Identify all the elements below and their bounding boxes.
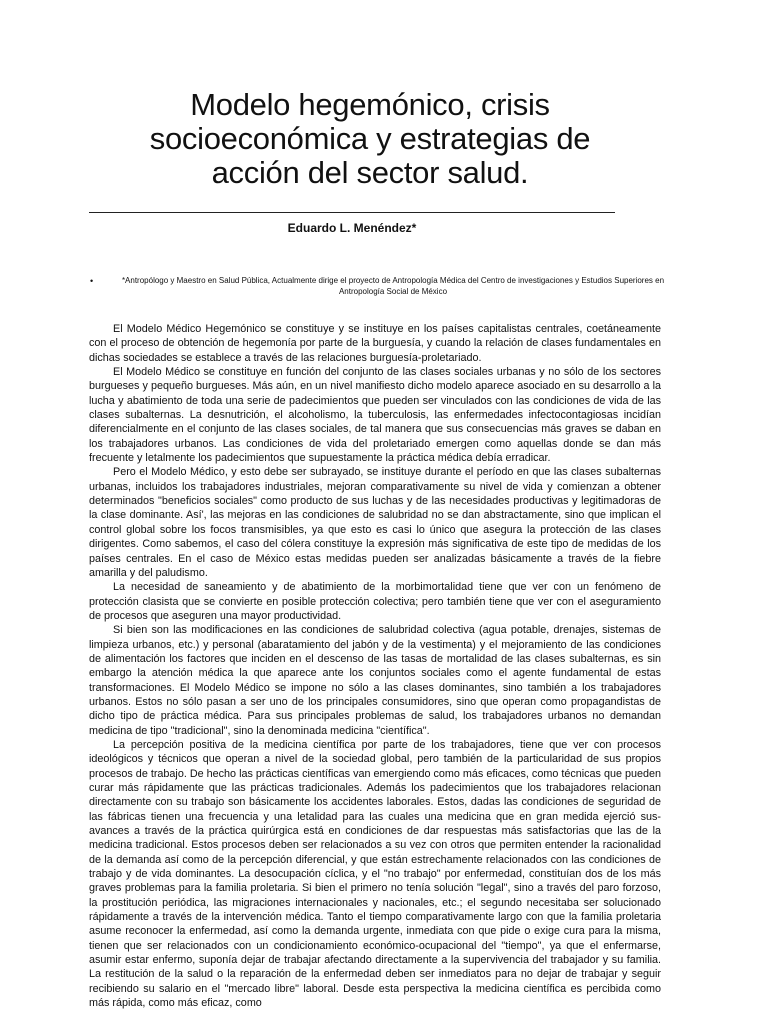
body-paragraph: La percepción positiva de la medicina científica por parte de los trabajadores, tiene que ver con procesos ideológicos y técnicos que operan a nivel de la sociedad global, pero también de la particularidad de sus propios procesos de trabajo. De hecho las prácticas científicas van emergiendo como más eficaces, como técnicas que pueden curar más rápidamente que las prácticas tradicionales. Además los padecimientos que los trabajadores relacionan directamente con su trabajo son básicamente los accidentes laborales. Estos, dadas las condiciones de seguridad de las fábricas tienen una frecuencia y una letalidad para las cuales una medicina que en gran medida ejerció sus-avances a través de la práctica quirúrgica está en condiciones de dar respuestas más satisfactorias que las de la medicina tradicional. Estos procesos deben ser relacionados a su vez con otros que permiten entender la racionalidad de la demanda así como de la percepción diferencial, y que están estrechamente relacionados con las condiciones de trabajo y de vida dominantes. La desocupación cíclica, y el "no trabajo" por enfermedad, constituían dos de los más graves problemas para la familia proletaria. Si bien el primero no tenía solución "legal", sino a través del paro forzoso, la prostitución periódica, las migraciones internacionales y nacionales, etc.; el segundo necesitaba ser solucionado rápidamente a través de la intervención médica. Tanto el tiempo comparativamente largo con que la familia proletaria asume reconocer la enfermedad, así como la demanda urgente, inmediata con que pide o exige cura para la misma, tienen que ser relacionados con un condicionamiento económico-ocupacional del "tiempo", ya que el enfermarse, asumir estar enfermo, suponía dejar de trabajar afectando directamente a la supervivencia del trabajador y su familia. La restitución de la salud o la reparación de la enfermedad deben ser inmediatos para no dejar de trabajar y seguir recibiendo su salario en el "mercado libre" laboral. Desde esta perspectiva la medicina científica es percibida como más rápida, como más eficaz, como bbox=[89, 738, 661, 1010]
author-name: Eduardo L. Menéndez* bbox=[287, 221, 417, 235]
title-divider bbox=[89, 212, 615, 213]
body-paragraph: El Modelo Médico se constituye en función del conjunto de las clases sociales urbanas y no sólo de los sectores burgueses y pequeño burgueses. Más aún, en un nivel manifiesto dicho modelo aparece asociado en su desarrollo a la lucha y abatimiento de toda una serie de padecimientos que pueden ser vinculados con las condiciones de vida de las clases subalternas. La desnutrición, el alcoholismo, la tuberculosis, las enfermedades infectocontagiosas incidían diferencialmente en el conjunto de las clases sociales, de tal manera que sus consecuencias más graves se daban en los trabajadores urbanos. Las condiciones de vida del proletariado emergen como aquellas donde se dan más frecuente y letalmente los padecimientos que supuestamente la práctica médica debía erradicar. bbox=[89, 366, 661, 465]
body-paragraph: La necesidad de saneamiento y de abatimiento de la morbimortalidad tiene que ver con un fenómeno de protección clasista que se convierte en posible protección colectiva; pero también tiene que ver con el aseguramiento de procesos que aseguren una mayor productividad. bbox=[89, 581, 661, 622]
footnote-text: *Antropólogo y Maestro en Salud Pública, Actualmente dirige el proyecto de Antropología Médica del Centro de investigaciones y Estudios Superiores en Antropología Social de México bbox=[121, 276, 665, 296]
body-paragraph: Pero el Modelo Médico, y esto debe ser subrayado, se instituye durante el período en que las clases subalternas urbanas, incluidos los trabajadores industriales, mejoran comparativamente su nivel de vida y comienzan a obtener determinados "beneficios sociales" como producto de sus luchas y de las necesidades productivas y legitimadoras de la clase dominante. Así', las mejoras en las condiciones de salubridad no se dan abstractamente, sino que implican el control global sobre los focos transmisibles, ya que esto es casi lo único que asegura la protección de las clases dirigentes. Como sabemos, el caso del cólera constituye la expresión más significativa de este tipo de medidas de los países centrales. En el caso de México estas medidas pueden ser analizadas básicamente a través de la fiebre amarilla y del paludismo. bbox=[89, 466, 661, 579]
bullet-icon: • bbox=[90, 276, 94, 286]
document-title: Modelo hegemónico, crisis socioeconómica y estrategias de acción del sector salud. bbox=[149, 87, 591, 190]
body-paragraph: El Modelo Médico Hegemónico se constituye y se instituye en los países capitalistas centrales, coetáneamente con el proceso de obtención de hegemonía por parte de la burguesía, y cuando la relación de clases fundamentales en dichas sociedades se establece a través de las relaciones burguesía-proletariado. bbox=[89, 323, 661, 364]
author-footnote bbox=[90, 275, 670, 297]
document-body bbox=[89, 322, 661, 1011]
body-paragraph: Si bien son las modificaciones en las condiciones de salubridad colectiva (agua potable, drenajes, sistemas de limpieza urbanos, etc.) y personal (abaratamiento del jabón y de la vestimenta) y el mejoramiento de las condiciones de alimentación los factores que inciden en el descenso de las tasas de mortalidad de las clases subalternas, es sin embargo la atención médica la que aparece ante los conjuntos sociales como el agente fundamental de estas transformaciones. El Modelo Médico se impone no sólo a las clases dominantes, sino también a los trabajadores urbanos. Estos no sólo pasan a ser uno de los principales consumidores, sino que operan como propagandistas de dicho tipo de práctica médica. Para sus principales problemas de salud, los trabajadores urbanos no demandan medicina de tipo "tradicional", sino la denominada medicina "científica". bbox=[89, 624, 661, 737]
